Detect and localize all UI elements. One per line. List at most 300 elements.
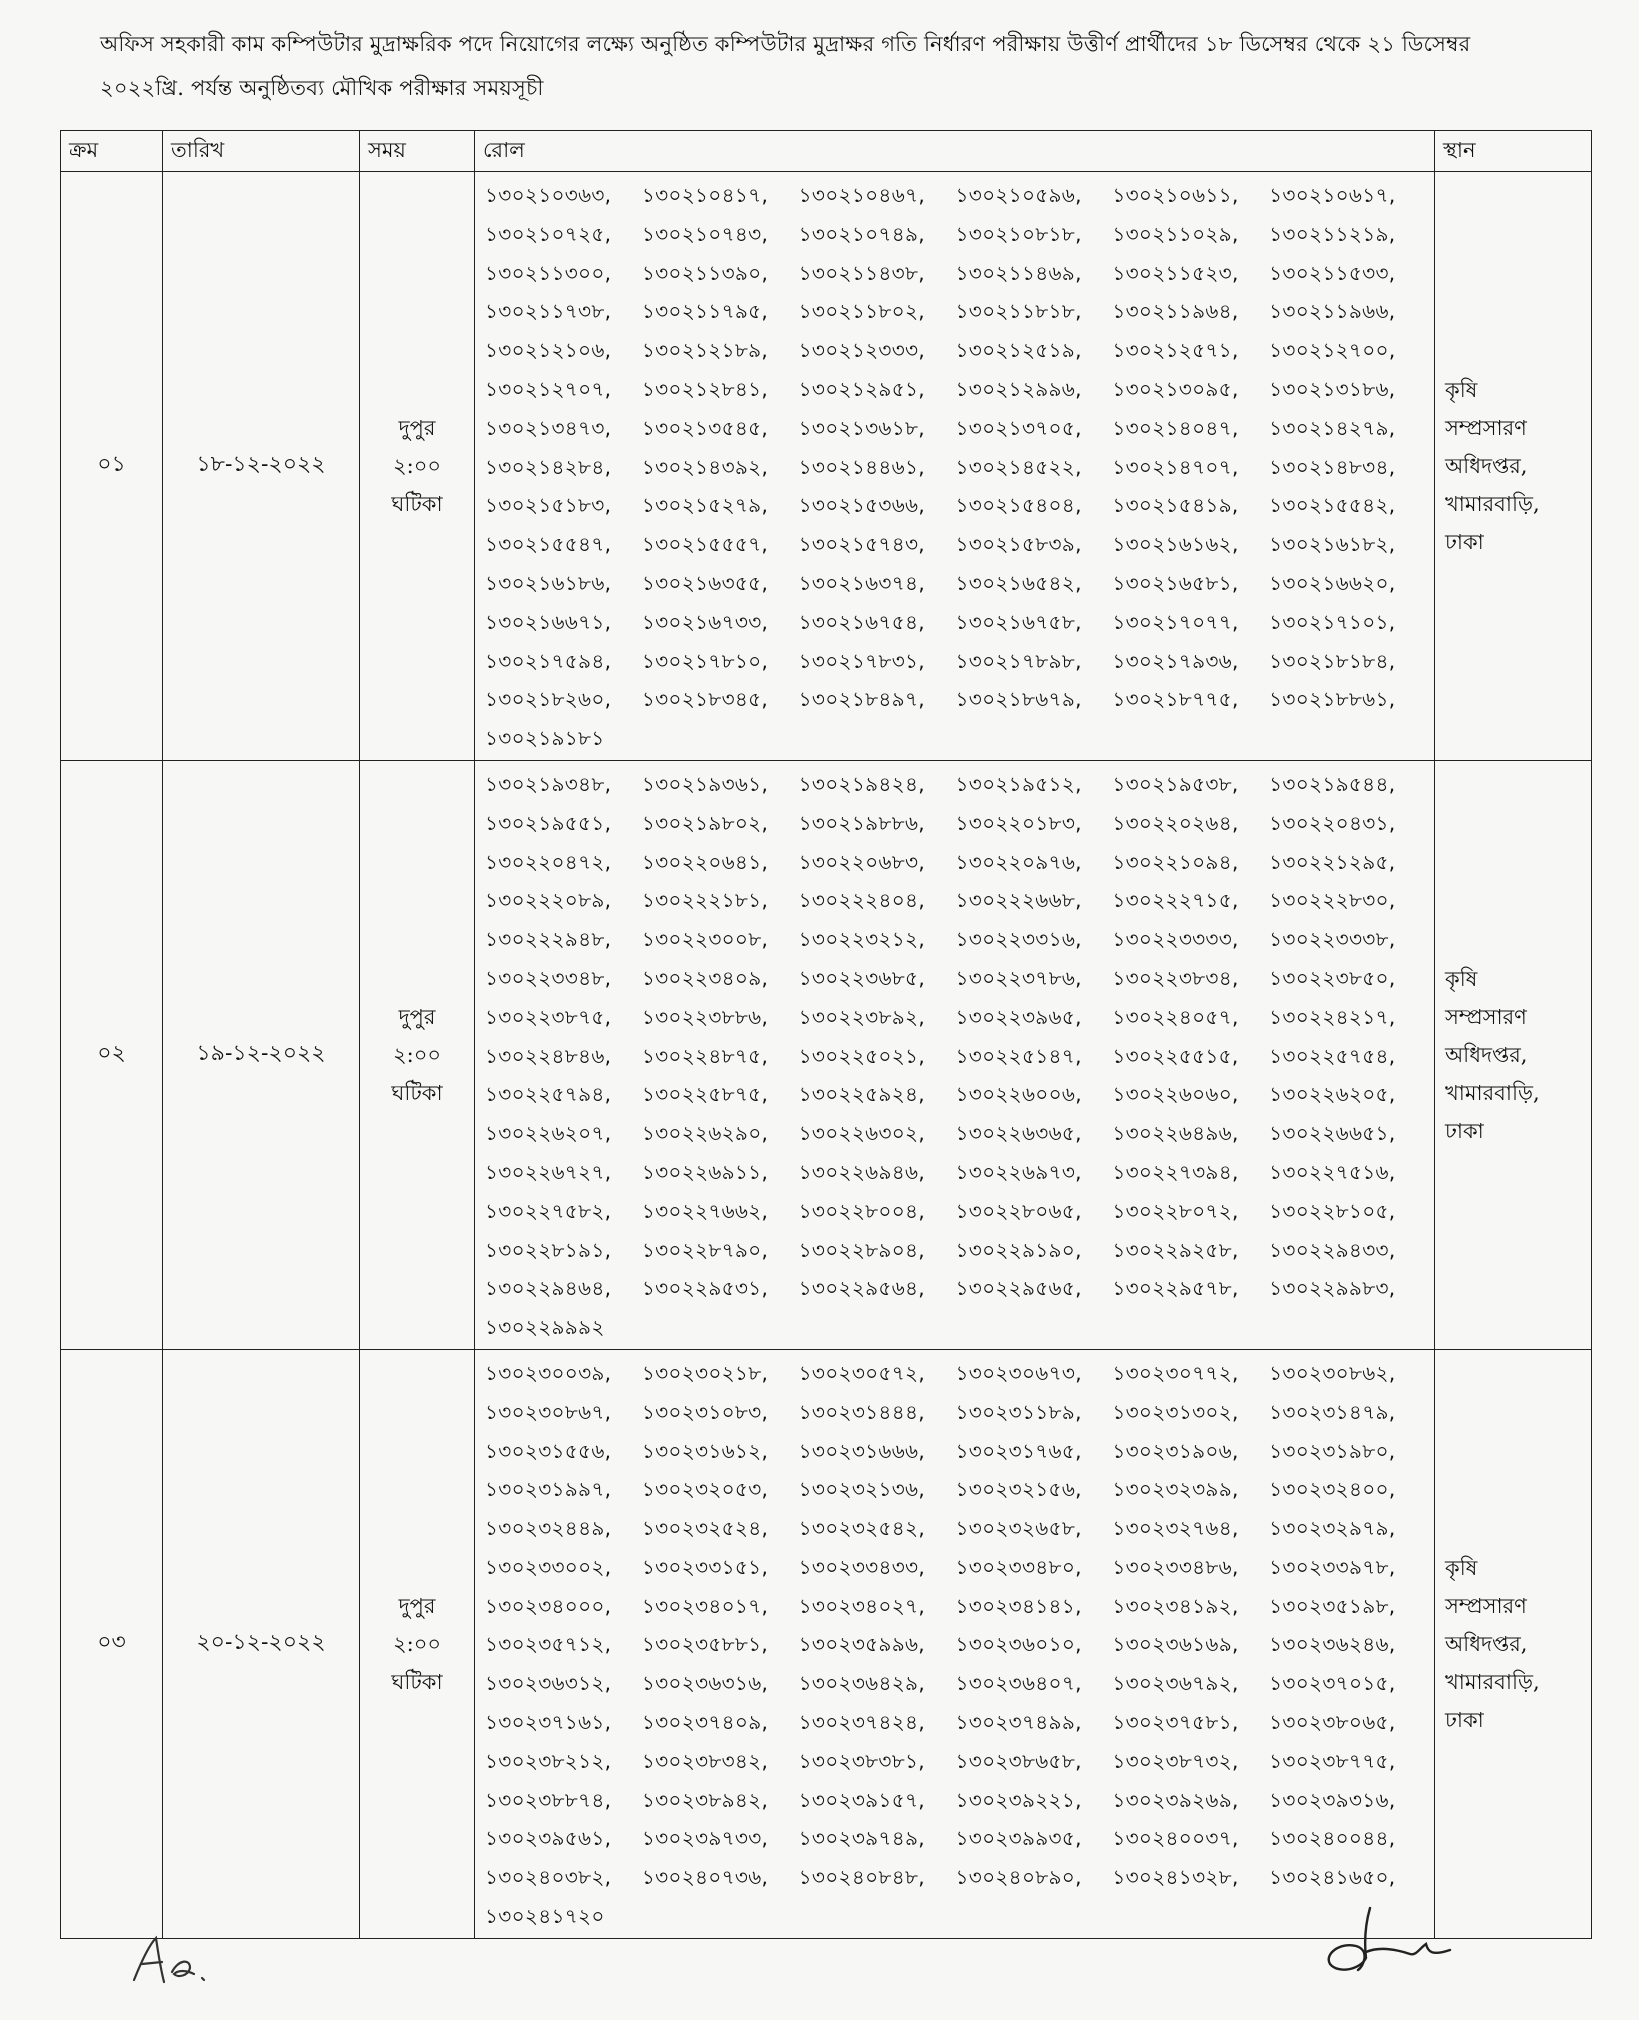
roll-number: ১৩০২১৩৭০৫,	[955, 415, 1082, 440]
date-cell: ১৯-১২-২০২২	[163, 760, 360, 1349]
roll-number: ১৩০২৩৯২২১,	[955, 1787, 1082, 1812]
roll-number: ১৩০২২৬৯৭৩,	[955, 1159, 1082, 1184]
roll-number: ১৩০২১১৩৯০,	[641, 260, 769, 285]
table-header-row	[61, 131, 1592, 172]
roll-number: ১৩০২২০৪৩১,	[1269, 810, 1396, 835]
roll-number: ১৩০২১৬৬৭১,	[485, 609, 612, 634]
roll-number: ১৩০২৩৮৭৩২,	[1112, 1748, 1239, 1773]
roll-number: ১৩০২১৬৭৫৪,	[798, 609, 925, 634]
roll-number: ১৩০২১০৩৬৩,	[485, 183, 612, 207]
roll-number: ১৩০২১৭১০১,	[1269, 609, 1396, 634]
roll-number: ১৩০২২৯২৫৮,	[1112, 1237, 1239, 1262]
roll-number: ১৩০২৩৮৩৮১,	[798, 1748, 925, 1773]
roll-number: ১৩০২৩৮০৬৫,	[1269, 1710, 1396, 1735]
header-roll: রোল	[475, 131, 1435, 172]
roll-number: ১৩০২১৫৪১৯,	[1112, 493, 1239, 518]
roll-number: ১৩০২২৬২০৭,	[485, 1121, 612, 1146]
time-line: দুপুর	[398, 1593, 436, 1618]
roll-number: ১৩০২২০৪৭২,	[485, 849, 612, 874]
place-line: সম্প্রসারণ	[1445, 1593, 1527, 1618]
roll-number: ১৩০২৩৬৪২৯,	[798, 1671, 925, 1696]
roll-cell	[475, 760, 1435, 1349]
roll-number: ১৩০২২৩২১২,	[798, 927, 925, 952]
roll-number: ১৩০২১৬৫৪২,	[955, 570, 1082, 595]
roll-number: ১৩০২১০৪৬৭,	[798, 183, 925, 207]
roll-number: ১৩০২২২৬৬৮,	[955, 888, 1082, 913]
time-line: ঘটিকা	[391, 1080, 443, 1105]
roll-number: ১৩০২৩৮৬৫৮,	[955, 1748, 1082, 1773]
roll-number: ১৩০২৩৯৭৪৯,	[798, 1826, 925, 1851]
roll-number: ১৩০২৪০০৪৪,	[1269, 1826, 1396, 1851]
roll-number: ১৩০২৩৯৩১৬,	[1269, 1787, 1396, 1812]
place-line: অধিদপ্তর,	[1445, 453, 1528, 478]
roll-number: ১৩০২২৯৫৭৮,	[1112, 1276, 1239, 1301]
roll-number: ১৩০২৩০২১৮,	[641, 1360, 769, 1385]
roll-number: ১৩০২৩২৪০০,	[1269, 1477, 1396, 1502]
roll-number: ১৩০২২৩৯৬৫,	[955, 1004, 1082, 1029]
roll-number: ১৩০২১৯৫১২,	[955, 771, 1082, 796]
roll-number: ১৩০২৩১১৮৯,	[955, 1399, 1082, 1424]
roll-number: ১৩০২২৭৬৬২,	[641, 1198, 769, 1223]
roll-number: ১৩০২১১৪৬৯,	[955, 260, 1082, 285]
roll-number: ১৩০২১৪২৮৪,	[485, 454, 612, 479]
roll-number: ১৩০২১১৮০২,	[798, 299, 925, 324]
roll-number: ১৩০২১৯৩৪৮,	[485, 771, 612, 796]
roll-number: ১৩০২৪০৮৯০,	[955, 1865, 1082, 1890]
roll-number: ১৩০২৩২৪৪৯,	[485, 1516, 612, 1541]
header-date: তারিখ	[163, 131, 360, 172]
roll-number: ১৩০২১১৯৬৬,	[1269, 299, 1396, 324]
time-line: ঘটিকা	[391, 491, 443, 516]
roll-number: ১৩০২৩৫৭১২,	[485, 1632, 612, 1657]
table-row	[61, 760, 1592, 1349]
roll-number: ১৩০২৩৩১৫১,	[641, 1554, 769, 1579]
roll-number: ১৩০২৩০০৩৯,	[485, 1360, 612, 1385]
roll-number: ১৩০২১২৭০০,	[1269, 338, 1396, 363]
roll-number: ১৩০২৩১৩০২,	[1112, 1399, 1239, 1424]
roll-number: ১৩০২২৮০৭২,	[1112, 1198, 1239, 1223]
roll-number: ১৩০২২৩৮৮৬,	[641, 1004, 769, 1029]
roll-number: ১৩০২২৩৮৫০,	[1269, 965, 1396, 990]
roll-number: ১৩০২১৬১৬২,	[1112, 532, 1239, 557]
roll-number: ১৩০২১৪৩৯২,	[641, 454, 769, 479]
roll-number: ১৩০২১২৩৩৩,	[798, 338, 925, 363]
roll-number: ১৩০২৩৬৭৯২,	[1112, 1671, 1239, 1696]
roll-number: ১৩০২২৬৬৫১,	[1269, 1121, 1396, 1146]
place-line: সম্প্রসারণ	[1445, 415, 1527, 440]
place-line: অধিদপ্তর,	[1445, 1631, 1528, 1656]
roll-number: ১৩০২২৭৫১৬,	[1269, 1159, 1396, 1184]
roll-number: ১৩০২৩৯২৬৯,	[1112, 1787, 1239, 1812]
time-line: ঘটিকা	[391, 1669, 443, 1694]
roll-number: ১৩০২২৩৮৯২,	[798, 1004, 925, 1029]
roll-number: ১৩০২২৬৯১১,	[641, 1159, 769, 1184]
roll-number: ১৩০২২৮০৬৫,	[955, 1198, 1082, 1223]
roll-number: ১৩০২৩৩৪৩৩,	[798, 1554, 925, 1579]
roll-number: ১৩০২১৩০৯৫,	[1112, 376, 1239, 401]
header-place: স্থান	[1435, 131, 1592, 172]
roll-number: ১৩০২১১৪৩৮,	[798, 260, 925, 285]
roll-number: ১৩০২১৫২৭৯,	[641, 493, 769, 518]
roll-number: ১৩০২৩২৯৭৯,	[1269, 1516, 1396, 1541]
roll-number: ১৩০২৩০৬৭৩,	[955, 1360, 1082, 1385]
roll-number: ১৩০২২৩৪০৯,	[641, 965, 769, 990]
roll-number: ১৩০২১৮৭৭৫,	[1112, 687, 1239, 712]
place-line: কৃষি	[1445, 377, 1478, 402]
page-heading: অফিস সহকারী কাম কম্পিউটার মুদ্রাক্ষরিক পদে নিয়োগের লক্ষ্যে অনুষ্ঠিত কম্পিউটার মুদ্রাক্ষর গতি নির্ধারণ পরীক্ষায় উত্তীর্ণ প্রার্থীদের ১৮ ডিসেম্বর থেকে ২১ ডিসেম্বর ২০২২খ্রি. পর্যন্ত অনুষ্ঠিতব্য মৌখিক পরীক্ষার সময়সূচী	[100, 32, 1471, 100]
roll-number: ১৩০২১০৭৪৩,	[641, 221, 769, 246]
roll-number: ১৩০২২০৬৪১,	[641, 849, 769, 874]
roll-number: ১৩০২১৭৯৩৬,	[1112, 648, 1239, 673]
roll-number: ১৩০২২৯৫৬৪,	[798, 1276, 925, 1301]
roll-number: ১৩০২১৯৫৪৪,	[1269, 771, 1396, 796]
roll-number: ১৩০২১৩৬১৮,	[798, 415, 925, 440]
roll-number: ১৩০২২৬৭২৭,	[485, 1159, 612, 1184]
roll-number: ১৩০২১৬১৮৬,	[485, 570, 612, 595]
roll-number: ১৩০২৩৬১৬৯,	[1112, 1632, 1239, 1657]
roll-number: ১৩০২২৭৩৯৪,	[1112, 1159, 1239, 1184]
roll-number: ১৩০২২২০৮৯,	[485, 888, 612, 913]
roll-number: ১৩০২৩৪১৪১,	[955, 1593, 1082, 1618]
roll-list	[485, 765, 1426, 1347]
time-line: দুপুর	[398, 415, 436, 440]
roll-number: ১৩০২৩৬০১০,	[955, 1632, 1082, 1657]
roll-number: ১৩০২৪১৩২৮,	[1112, 1865, 1239, 1890]
roll-number: ১৩০২১৭৮৩১,	[798, 648, 925, 673]
roll-number: ১৩০২৩২০৫৩,	[641, 1477, 769, 1502]
roll-number: ১৩০২১১৩০০,	[485, 260, 612, 285]
roll-number: ১৩০২২৫৮৭৫,	[641, 1082, 769, 1107]
signature	[1300, 1900, 1480, 1990]
roll-number: ১৩০২১০৬১১,	[1112, 183, 1239, 207]
roll-number: ১৩০২১৪২৭৯,	[1269, 415, 1396, 440]
roll-number: ১৩০২৩৩০০২,	[485, 1554, 612, 1579]
roll-number: ১৩০২২৫০২১,	[798, 1043, 925, 1068]
roll-number: ১৩০২৩৭০১৫,	[1269, 1671, 1396, 1696]
roll-number: ১৩০২৩৮৭৭৫,	[1269, 1748, 1396, 1773]
roll-number: ১৩০২১১৭৩৮,	[485, 299, 612, 324]
roll-number: ১৩০২১৫৫৫৭,	[641, 532, 769, 557]
roll-number: ১৩০২৩৯৯৩৫,	[955, 1826, 1082, 1851]
roll-number: ১৩০২৩৯৫৬১,	[485, 1826, 612, 1851]
roll-number: ১৩০২১২১০৬,	[485, 338, 612, 363]
place-line: অধিদপ্তর,	[1445, 1042, 1528, 1067]
roll-number: ১৩০২৩১৯৮০,	[1269, 1438, 1396, 1463]
roll-number: ১৩০২৩৩৪৮৬,	[1112, 1554, 1239, 1579]
roll-number: ১৩০২১৫৮৩৯,	[955, 532, 1082, 557]
roll-number: ১৩০২১৫৫৪৭,	[485, 532, 612, 557]
roll-number: ১৩০২২৮০০৪,	[798, 1198, 925, 1223]
time-line: দুপুর	[398, 1004, 436, 1029]
roll-number: ১৩০২৩৫১৯৮,	[1269, 1593, 1396, 1618]
roll-number: ১৩০২১১৮১৮,	[955, 299, 1082, 324]
roll-number: ১৩০২১০৬১৭,	[1269, 183, 1396, 207]
roll-number: ১৩০২৪০৩৮২,	[485, 1865, 612, 1890]
roll-number: ১৩০২৩৭৪০৯,	[641, 1710, 769, 1735]
roll-number: ১৩০২২৩৩৩৩,	[1112, 927, 1239, 952]
place-line: সম্প্রসারণ	[1445, 1004, 1527, 1029]
roll-list	[485, 176, 1426, 758]
roll-number: ১৩০২১৩৫৪৫,	[641, 415, 769, 440]
date-cell: ১৮-১২-২০২২	[163, 172, 360, 761]
roll-number: ১৩০২১৮১৮৪,	[1269, 648, 1396, 673]
roll-number: ১৩০২৩২৫২৪,	[641, 1516, 769, 1541]
roll-number: ১৩০২২২৭১৫,	[1112, 888, 1239, 913]
roll-number: ১৩০২৩২৫৪২,	[798, 1516, 925, 1541]
roll-number: ১৩০২২৩৩৪৮,	[485, 965, 612, 990]
place-line: খামারবাড়ি,	[1445, 491, 1540, 516]
roll-number: ১৩০২৩৫৮৮১,	[641, 1632, 769, 1657]
roll-number: ১৩০২১৪৮৩৪,	[1269, 454, 1396, 479]
roll-number: ১৩০২১৯৪২৪,	[798, 771, 925, 796]
roll-number: ১৩০২২৬৪৯৬,	[1112, 1121, 1239, 1146]
roll-number: ১৩০২২৩৩৩৮,	[1269, 927, 1396, 952]
roll-number: ১৩০২৪১৭২০	[485, 1904, 605, 1929]
roll-number: ১৩০২১৯৫৩৮,	[1112, 771, 1239, 796]
roll-number: ১৩০২২৯৪৩৩,	[1269, 1237, 1396, 1262]
roll-number: ১৩০২৩১৯০৬,	[1112, 1438, 1239, 1463]
roll-number: ১৩০২৩১৬১২,	[641, 1438, 769, 1463]
serial-cell: ০৩	[61, 1349, 163, 1938]
roll-number: ১৩০২১০৪১৭,	[641, 183, 769, 207]
roll-number: ১৩০২৩৭১৬১,	[485, 1710, 612, 1735]
roll-number: ১৩০২১০৭২৫,	[485, 221, 612, 246]
roll-number: ১৩০২১২৮৪১,	[641, 376, 769, 401]
roll-number: ১৩০২১০৮১৮,	[955, 221, 1082, 246]
roll-number: ১৩০২৩৮৮৭৪,	[485, 1787, 612, 1812]
roll-number: ১৩০২২২৯৪৮,	[485, 927, 612, 952]
roll-number: ১৩০২২০২৬৪,	[1112, 810, 1239, 835]
roll-number: ১৩০২১৬৬২০,	[1269, 570, 1396, 595]
roll-number: ১৩০২২৮১০৫,	[1269, 1198, 1396, 1223]
roll-number: ১৩০২১৭৫৯৪,	[485, 648, 612, 673]
roll-number: ১৩০২৩২৬৫৮,	[955, 1516, 1082, 1541]
roll-number: ১৩০২৩১৪৭৯,	[1269, 1399, 1396, 1424]
roll-number: ১৩০২২৪০৫৭,	[1112, 1004, 1239, 1029]
roll-number: ১৩০২১৯১৮১	[485, 726, 605, 751]
place-line: খামারবাড়ি,	[1445, 1080, 1540, 1105]
roll-number: ১৩০২৩৫৯৯৬,	[798, 1632, 925, 1657]
roll-number: ১৩০২৩১৫৫৬,	[485, 1438, 612, 1463]
roll-number: ১৩০২৩৪০২৭,	[798, 1593, 925, 1618]
roll-number: ১৩০২১২৫৭১,	[1112, 338, 1239, 363]
time-line: ২:০০	[392, 453, 442, 478]
roll-number: ১৩০২২৩৮৩৪,	[1112, 965, 1239, 990]
roll-number: ১৩০২৩৪১৯২,	[1112, 1593, 1239, 1618]
place-line: কৃষি	[1445, 1555, 1478, 1580]
roll-number: ১৩০২৩০৫৭২,	[798, 1360, 925, 1385]
roll-number: ১৩০২১৯৮০২,	[641, 810, 769, 835]
roll-number: ১৩০২১৫৫৪২,	[1269, 493, 1396, 518]
roll-number: ১৩০২১৮৪৯৭,	[798, 687, 925, 712]
roll-number: ১৩০২২৩০০৮,	[641, 927, 769, 952]
roll-number: ১৩০২২৬৯৪৬,	[798, 1159, 925, 1184]
roll-number: ১৩০২৩৬৩১৬,	[641, 1671, 769, 1696]
table-row	[61, 172, 1592, 761]
roll-number: ১৩০২১৬৫৮১,	[1112, 570, 1239, 595]
roll-number: ১৩০২২৪২১৭,	[1269, 1004, 1396, 1029]
roll-number: ১৩০২২০৬৮৩,	[798, 849, 925, 874]
roll-number: ১৩০২১৭৮৯৮,	[955, 648, 1082, 673]
roll-number: ১৩০২২৫৭৫৪,	[1269, 1043, 1396, 1068]
roll-number: ১৩০২৩২১৫৬,	[955, 1477, 1082, 1502]
roll-number: ১৩০২৩২৩৯৯,	[1112, 1477, 1239, 1502]
roll-number: ১৩০২৩৮৩৪২,	[641, 1748, 769, 1773]
roll-number: ১৩০২২৬২৯০,	[641, 1121, 769, 1146]
roll-number: ১৩০২৪০০৩৭,	[1112, 1826, 1239, 1851]
roll-number: ১৩০২৩০৮৬২,	[1269, 1360, 1396, 1385]
roll-number: ১৩০২৩১৪৪৪,	[798, 1399, 925, 1424]
roll-number: ১৩০২১১৫৩৩,	[1269, 260, 1396, 285]
roll-number: ১৩০২১০৭৪৯,	[798, 221, 925, 246]
roll-number: ১৩০২১৫৭৪৩,	[798, 532, 925, 557]
roll-number: ১৩০২১১৫২৩,	[1112, 260, 1239, 285]
roll-number: ১৩০২১৬৩৫৫,	[641, 570, 769, 595]
roll-number: ১৩০২১৮৩৪৫,	[641, 687, 769, 712]
roll-number: ১৩০২৩১০৮৩,	[641, 1399, 769, 1424]
roll-number: ১৩০২২৩৭৮৬,	[955, 965, 1082, 990]
roll-number: ১৩০২১২৯৫১,	[798, 376, 925, 401]
roll-number: ১৩০২৩০৮৬৭,	[485, 1399, 612, 1424]
roll-number: ১৩০২২৮১৯১,	[485, 1237, 612, 1262]
roll-number: ১৩০২৩৩৪৮০,	[955, 1554, 1082, 1579]
roll-number: ১৩০২১৪৫২২,	[955, 454, 1082, 479]
place-cell	[1435, 172, 1592, 761]
roll-cell	[475, 172, 1435, 761]
roll-number: ১৩০২১৬৭৩৩,	[641, 609, 769, 634]
header-time: সময়	[360, 131, 475, 172]
roll-number: ১৩০২১৫৩৬৬,	[798, 493, 925, 518]
roll-number: ১৩০২২২১৮১,	[641, 888, 769, 913]
roll-number: ১৩০২২৯৫৩১,	[641, 1276, 769, 1301]
roll-number: ১৩০২২৬০৬০,	[1112, 1082, 1239, 1107]
roll-number: ১৩০২২৩৩১৬,	[955, 927, 1082, 952]
roll-cell	[475, 1349, 1435, 1938]
roll-number: ১৩০২২৮৭৯০,	[641, 1237, 769, 1262]
roll-list	[485, 1354, 1426, 1936]
roll-number: ১৩০২১৪০৪৭,	[1112, 415, 1239, 440]
roll-number: ১৩০২৩৯১৫৭,	[798, 1787, 925, 1812]
roll-number: ১৩০২২৯৯৯২	[485, 1315, 605, 1340]
roll-number: ১৩০২২৬২০৫,	[1269, 1082, 1396, 1107]
header-serial: ক্রম	[61, 131, 163, 172]
roll-number: ১৩০২১২৭০৭,	[485, 376, 612, 401]
roll-number: ১৩০২১৮৬৭৯,	[955, 687, 1082, 712]
roll-number: ১৩০২৪০৭৩৬,	[641, 1865, 769, 1890]
roll-number: ১৩০২১২৯৯৬,	[955, 376, 1082, 401]
roll-number: ১৩০২৩৬৩১২,	[485, 1671, 612, 1696]
roll-number: ১৩০২২২৮৩০,	[1269, 888, 1396, 913]
time-cell	[360, 760, 475, 1349]
roll-number: ১৩০২১৬৭৫৮,	[955, 609, 1082, 634]
roll-number: ১৩০২১৬৩৭৪,	[798, 570, 925, 595]
schedule-table	[60, 130, 1592, 1939]
roll-number: ১৩০২১৩৪৭৩,	[485, 415, 612, 440]
serial-cell: ০২	[61, 760, 163, 1349]
roll-number: ১৩০২২০৯৭৬,	[955, 849, 1082, 874]
time-cell	[360, 172, 475, 761]
roll-number: ১৩০২১২৫১৯,	[955, 338, 1082, 363]
roll-number: ১৩০২৩৭৫৮১,	[1112, 1710, 1239, 1735]
roll-number: ১৩০২১৪৭০৭,	[1112, 454, 1239, 479]
roll-number: ১৩০২২৫৯২৪,	[798, 1082, 925, 1107]
roll-number: ১৩০২৩৮৯৪২,	[641, 1787, 769, 1812]
initials-signature	[128, 1930, 238, 1990]
roll-number: ১৩০২১৪৪৬১,	[798, 454, 925, 479]
place-line: কৃষি	[1445, 966, 1478, 991]
roll-number: ১৩০২১৯৮৮৬,	[798, 810, 925, 835]
roll-number: ১৩০২৩৩৯৭৮,	[1269, 1554, 1396, 1579]
roll-number: ১৩০২১১২১৯,	[1269, 221, 1396, 246]
place-line: ঢাকা	[1445, 1707, 1484, 1732]
roll-number: ১৩০২২২৪০৪,	[798, 888, 925, 913]
roll-number: ১৩০২৪০৮৪৮,	[798, 1865, 925, 1890]
roll-number: ১৩০২৩২৭৬৪,	[1112, 1516, 1239, 1541]
roll-number: ১৩০২২৪৮৭৫,	[641, 1043, 769, 1068]
roll-number: ১৩০২১৬১৮২,	[1269, 532, 1396, 557]
roll-number: ১৩০২২০১৮৩,	[955, 810, 1082, 835]
time-line: ২:০০	[392, 1631, 442, 1656]
time-cell	[360, 1349, 475, 1938]
roll-number: ১৩০২১৭০৭৭,	[1112, 609, 1239, 634]
roll-number: ১৩০২৩১৯৯৭,	[485, 1477, 612, 1502]
roll-number: ১৩০২৩৯৭৩৩,	[641, 1826, 769, 1851]
roll-number: ১৩০২১৯৫৫১,	[485, 810, 612, 835]
serial-cell: ০১	[61, 172, 163, 761]
roll-number: ১৩০২২৫১৪৭,	[955, 1043, 1082, 1068]
roll-number: ১৩০২১৩১৮৬,	[1269, 376, 1396, 401]
roll-number: ১৩০২১৫১৮৩,	[485, 493, 612, 518]
place-cell	[1435, 760, 1592, 1349]
roll-number: ১৩০২২৯৪৬৪,	[485, 1276, 612, 1301]
roll-number: ১৩০২১১৯৬৪,	[1112, 299, 1239, 324]
time-line: ২:০০	[392, 1042, 442, 1067]
roll-number: ১৩০২৩৬২৪৬,	[1269, 1632, 1396, 1657]
roll-number: ১৩০২১৮২৬০,	[485, 687, 612, 712]
roll-number: ১৩০২২৪৮৪৬,	[485, 1043, 612, 1068]
roll-number: ১৩০২২৫৫১৫,	[1112, 1043, 1239, 1068]
roll-number: ১৩০২৩৬৪০৭,	[955, 1671, 1082, 1696]
roll-number: ১৩০২২৫৭৯৪,	[485, 1082, 612, 1107]
roll-number: ১৩০২২৯৯৮৩,	[1269, 1276, 1396, 1301]
place-line: ঢাকা	[1445, 1118, 1484, 1143]
roll-number: ১৩০২১২১৮৯,	[641, 338, 769, 363]
roll-number: ১৩০২২১২৯৫,	[1269, 849, 1396, 874]
roll-number: ১৩০২২৯৫৬৫,	[955, 1276, 1082, 1301]
place-line: খামারবাড়ি,	[1445, 1669, 1540, 1694]
place-cell	[1435, 1349, 1592, 1938]
roll-number: ১৩০২৩৪০০০,	[485, 1593, 612, 1618]
roll-number: ১৩০২১৭৮১০,	[641, 648, 769, 673]
roll-number: ১৩০২৩২১৩৬,	[798, 1477, 925, 1502]
roll-number: ১৩০২১১৭৯৫,	[641, 299, 769, 324]
roll-number: ১৩০২২৬০০৬,	[955, 1082, 1082, 1107]
roll-number: ১৩০২৪১৬৫০,	[1269, 1865, 1396, 1890]
roll-number: ১৩০২১১০২৯,	[1112, 221, 1239, 246]
roll-number: ১৩০২১৮৮৬১,	[1269, 687, 1396, 712]
roll-number: ১৩০২১০৫৯৬,	[955, 183, 1082, 207]
roll-number: ১৩০২২৮৯০৪,	[798, 1237, 925, 1262]
roll-number: ১৩০২১৯৩৬১,	[641, 771, 769, 796]
roll-number: ১৩০২২৩৬৮৫,	[798, 965, 925, 990]
roll-number: ১৩০২২৬৩০২,	[798, 1121, 926, 1146]
roll-number: ১৩০২৩১৬৬৬,	[798, 1438, 925, 1463]
place-line: ঢাকা	[1445, 529, 1484, 554]
roll-number: ১৩০২৩৮২১২,	[485, 1748, 612, 1773]
roll-number: ১৩০২২৭৫৮২,	[485, 1198, 612, 1223]
date-cell: ২০-১২-২০২২	[163, 1349, 360, 1938]
table-row	[61, 1349, 1592, 1938]
